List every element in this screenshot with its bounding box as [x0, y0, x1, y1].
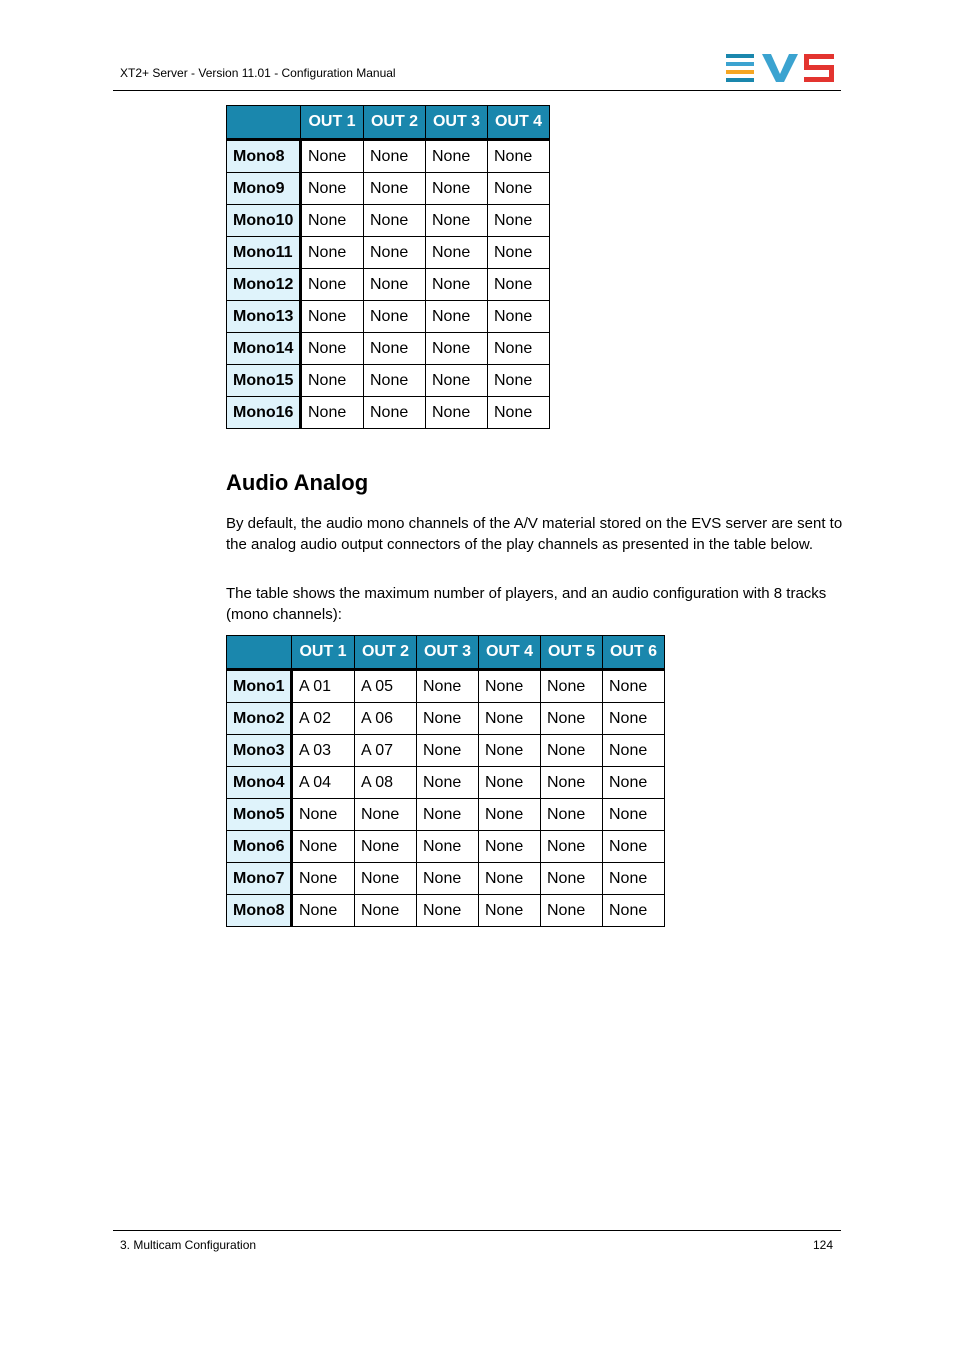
table-row	[227, 365, 550, 397]
table-cell: None	[292, 863, 355, 895]
row-header: Mono3	[227, 735, 292, 767]
table-cell: None	[364, 205, 426, 237]
table-row	[227, 703, 665, 735]
table-cell: None	[426, 365, 488, 397]
row-header: Mono14	[227, 333, 301, 365]
table-cell: None	[488, 205, 550, 237]
table-cell: None	[541, 895, 603, 927]
row-header: Mono11	[227, 237, 301, 269]
page-number: 124	[812, 1238, 833, 1252]
table-row	[227, 237, 550, 269]
table-cell: None	[479, 703, 541, 735]
table-cell: None	[488, 269, 550, 301]
table-cell: None	[426, 397, 488, 429]
table-cell: None	[488, 397, 550, 429]
table-cell: None	[603, 863, 665, 895]
table-cell: None	[301, 397, 364, 429]
table-cell: None	[364, 140, 426, 173]
table-cell: None	[479, 831, 541, 863]
table-cell: None	[355, 863, 417, 895]
table-header-row	[227, 106, 550, 140]
table-cell: None	[292, 831, 355, 863]
table-cell: None	[479, 735, 541, 767]
table-cell: None	[417, 735, 479, 767]
table-cell: None	[426, 140, 488, 173]
table-cell: None	[301, 301, 364, 333]
table-cell: None	[541, 670, 603, 703]
table-cell: A 03	[292, 735, 355, 767]
table-cell: None	[417, 799, 479, 831]
table-cell: None	[355, 799, 417, 831]
table-cell: None	[426, 205, 488, 237]
table-cell: None	[541, 863, 603, 895]
table-cell: None	[301, 365, 364, 397]
table-cell: None	[479, 767, 541, 799]
column-header: OUT 1	[301, 106, 364, 140]
table-cell: A 08	[355, 767, 417, 799]
table-cell: None	[355, 831, 417, 863]
table-cell: None	[541, 735, 603, 767]
table-cell: A 01	[292, 670, 355, 703]
table-row	[227, 767, 665, 799]
table-corner-cell	[227, 106, 301, 140]
table-cell: None	[364, 397, 426, 429]
table-cell: None	[364, 365, 426, 397]
table-cell: None	[301, 173, 364, 205]
footer-divider	[113, 1230, 841, 1231]
row-header: Mono13	[227, 301, 301, 333]
table-cell: None	[488, 365, 550, 397]
table-cell: None	[488, 237, 550, 269]
table-cell: None	[603, 895, 665, 927]
table-cell: None	[426, 269, 488, 301]
section-title: Audio Analog	[226, 470, 369, 495]
table-row	[227, 269, 550, 301]
table-cell: None	[603, 735, 665, 767]
table-cell: None	[417, 863, 479, 895]
row-header: Mono16	[227, 397, 301, 429]
table-cell: None	[301, 140, 364, 173]
table-row	[227, 173, 550, 205]
row-header: Mono2	[227, 703, 292, 735]
header-title: XT2+ Server - Version 11.01 - Configuration Manual	[120, 66, 396, 80]
table-corner-cell	[227, 636, 292, 670]
table-cell: A 02	[292, 703, 355, 735]
row-header: Mono7	[227, 863, 292, 895]
column-header: OUT 1	[292, 636, 355, 670]
table-cell: None	[603, 767, 665, 799]
table-cell: None	[417, 703, 479, 735]
column-header: OUT 6	[603, 636, 665, 670]
table-cell: None	[417, 831, 479, 863]
table-cell: None	[426, 301, 488, 333]
table-row	[227, 735, 665, 767]
table-cell: A 06	[355, 703, 417, 735]
table-header-row	[227, 636, 665, 670]
table-cell: None	[292, 799, 355, 831]
table-cell: None	[426, 237, 488, 269]
table-cell: None	[301, 269, 364, 301]
table-row	[227, 140, 550, 173]
table-cell: None	[292, 895, 355, 927]
column-header: OUT 5	[541, 636, 603, 670]
row-header: Mono12	[227, 269, 301, 301]
routing-table-mono8-16	[226, 105, 550, 429]
row-header: Mono6	[227, 831, 292, 863]
table-cell: None	[364, 173, 426, 205]
row-header: Mono9	[227, 173, 301, 205]
table-cell: None	[479, 670, 541, 703]
table-cell: A 07	[355, 735, 417, 767]
table-cell: None	[541, 703, 603, 735]
table-cell: None	[426, 333, 488, 365]
table-cell: None	[364, 333, 426, 365]
column-header: OUT 2	[355, 636, 417, 670]
table-cell: None	[479, 895, 541, 927]
table-cell: A 04	[292, 767, 355, 799]
row-header: Mono8	[227, 895, 292, 927]
table-cell: None	[479, 863, 541, 895]
table-row	[227, 895, 665, 927]
table-cell: None	[488, 140, 550, 173]
table-row	[227, 799, 665, 831]
table-row	[227, 301, 550, 333]
table-description-paragraph: The table shows the maximum number of players, and an audio configuration with 8 tracks (mono channels):	[226, 585, 827, 623]
table-row	[227, 397, 550, 429]
row-header: Mono8	[227, 140, 301, 173]
table-cell: None	[541, 767, 603, 799]
column-header: OUT 4	[488, 106, 550, 140]
table-cell: None	[426, 173, 488, 205]
column-header: OUT 3	[426, 106, 488, 140]
table-cell: A 05	[355, 670, 417, 703]
row-header: Mono15	[227, 365, 301, 397]
table-cell: None	[541, 831, 603, 863]
table-cell: None	[603, 703, 665, 735]
table-cell: None	[541, 799, 603, 831]
table-cell: None	[364, 237, 426, 269]
row-header: Mono4	[227, 767, 292, 799]
table-cell: None	[301, 237, 364, 269]
table-row	[227, 670, 665, 703]
column-header: OUT 3	[417, 636, 479, 670]
table-cell: None	[603, 799, 665, 831]
evs-logo	[726, 54, 834, 82]
column-header: OUT 2	[364, 106, 426, 140]
table-cell: None	[479, 799, 541, 831]
audio-analog-routing-table	[226, 635, 665, 927]
table-cell: None	[417, 670, 479, 703]
row-header: Mono10	[227, 205, 301, 237]
table-cell: None	[364, 301, 426, 333]
table-cell: None	[488, 173, 550, 205]
table-cell: None	[301, 333, 364, 365]
header-divider	[113, 90, 841, 91]
row-header: Mono1	[227, 670, 292, 703]
table-cell: None	[355, 895, 417, 927]
table-row	[227, 863, 665, 895]
table-cell: None	[364, 269, 426, 301]
table-cell: None	[417, 895, 479, 927]
table-row	[227, 333, 550, 365]
column-header: OUT 4	[479, 636, 541, 670]
table-row	[227, 205, 550, 237]
table-cell: None	[417, 767, 479, 799]
intro-paragraph: By default, the audio mono channels of the A/V material stored on the EVS server are sent to the analog audio output connectors of the play channels as presented in the table below.	[226, 515, 843, 553]
table-cell: None	[603, 831, 665, 863]
row-header: Mono5	[227, 799, 292, 831]
table-cell: None	[488, 301, 550, 333]
table-cell: None	[603, 670, 665, 703]
table-cell: None	[488, 333, 550, 365]
table-cell: None	[301, 205, 364, 237]
table-row	[227, 831, 665, 863]
footer-chapter: 3. Multicam Configuration	[120, 1238, 257, 1252]
